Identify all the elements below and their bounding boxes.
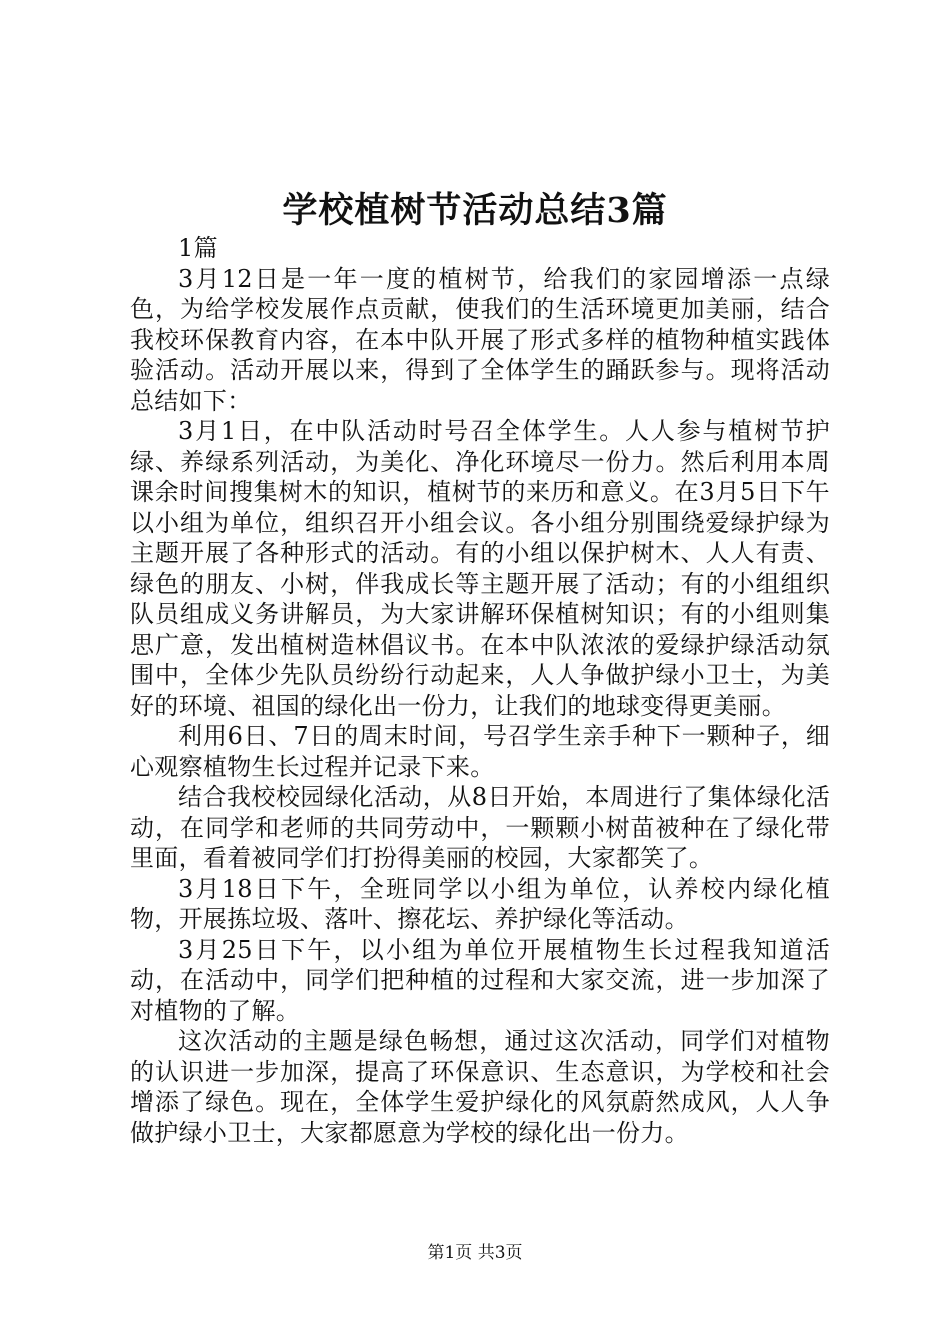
- paragraph-march-25: 3月25日下午，以小组为单位开展植物生长过程我知道活动，在活动中，同学们把种植的过程和大家交流，进一步加深了对植物的了解。: [130, 935, 830, 1025]
- section-label: 1篇: [178, 234, 218, 262]
- paragraph-conclusion: 这次活动的主题是绿色畅想，通过这次活动，同学们对植物的认识进一步加深，提高了环保意识、生态意识，为学校和社会增添了绿色。现在，全体学生爱护绿化的风氛蔚然成风，人人争做护绿小卫士，大家都愿意为学校的绿化出一份力。: [130, 1027, 830, 1147]
- document-body: [130, 233, 830, 1148]
- paragraph-march-18: 3月18日下午，全班同学以小组为单位，认养校内绿化植物，开展拣垃圾、落叶、擦花坛、养护绿化等活动。: [130, 874, 830, 933]
- paragraph-weekend: 利用6日、7日的周末时间，号召学生亲手种下一颗种子，细心观察植物生长过程并记录下来。: [130, 722, 830, 781]
- page-footer: 第1页 共3页: [427, 1243, 523, 1263]
- document-title: 学校植树节活动总结3篇: [282, 190, 668, 231]
- paragraph-campus-greening: 结合我校校园绿化活动，从8日开始，本周进行了集体绿化活动，在同学和老师的共同劳动中，一颗颗小树苗被种在了绿化带里面，看着被同学们打扮得美丽的校园，大家都笑了。: [130, 783, 830, 872]
- paragraph-intro: 3月12日是一年一度的植树节，给我们的家园增添一点绿色，为给学校发展作点贡献，使我们的生活环境更加美丽，结合我校环保教育内容，在本中队开展了形式多样的植物种植实践体验活动。活动开展以来，得到了全体学生的踊跃参与。现将活动总结如下：: [130, 264, 830, 415]
- paragraph-march-1: 3月1日，在中队活动时号召全体学生。人人参与植树节护绿、养绿系列活动，为美化、净化环境尽一份力。然后利用本周课余时间搜集树木的知识，植树节的来历和意义。在3月5日下午以小组为单位，组织召开小组会议。各小组分别围绕爱绿护绿为主题开展了各种形式的活动。有的小组以保护树木、人人有责、绿色的朋友、小树，伴我成长等主题开展了活动；有的小组组织队员组成义务讲解员，为大家讲解环保植树知识；有的小组则集思广意，发出植树造林倡议书。在本中队浓浓的爱绿护绿活动氛围中，全体少先队员纷纷行动起来，人人争做护绿小卫士，为美好的环境、祖国的绿化出一份力，让我们的地球变得更美丽。: [130, 417, 830, 720]
